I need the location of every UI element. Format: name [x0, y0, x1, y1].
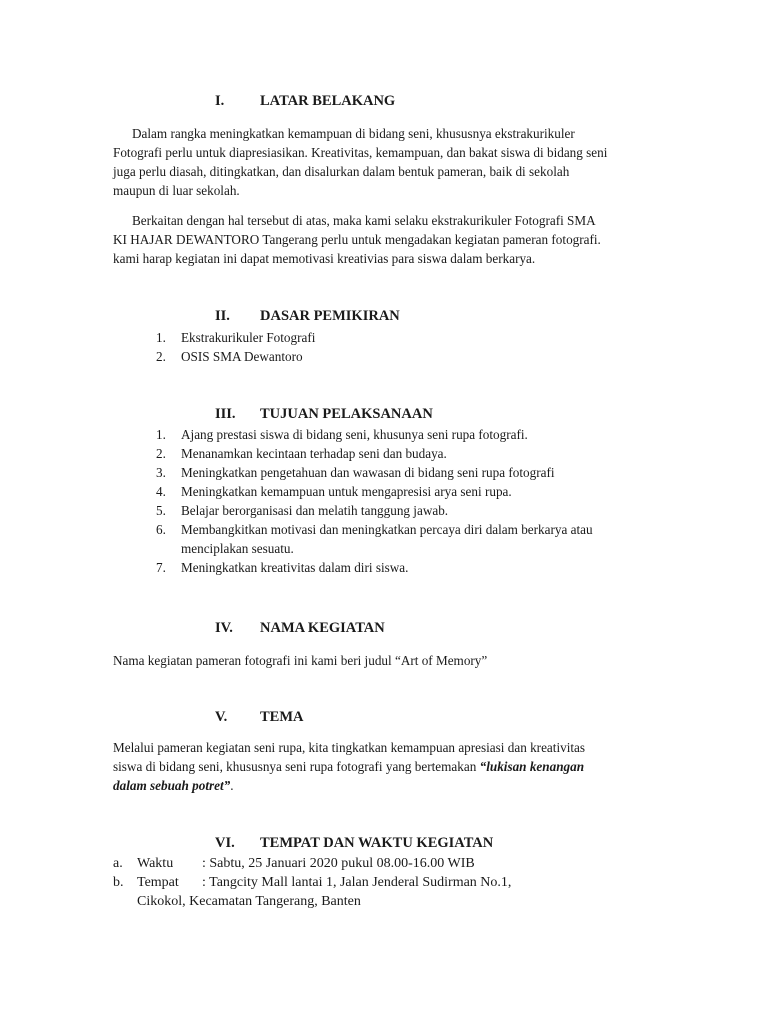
section-number: II.	[215, 308, 230, 324]
schedule-value: : Sabtu, 25 Januari 2020 pukul 08.00-16.00 WIB	[202, 856, 475, 871]
list-text: Membangkitkan motivasi dan meningkatkan percaya diri dalam berkarya atau	[181, 522, 593, 537]
list-text: Meningkatkan pengetahuan dan wawasan di bidang seni rupa fotografi	[181, 465, 555, 480]
paragraph-line: Melalui pameran kegiatan seni rupa, kita tingkatkan kemampuan apresiasi dan kreativitas	[113, 740, 586, 755]
paragraph-line: maupun di luar sekolah.	[113, 183, 240, 198]
list-marker: 1.	[156, 427, 166, 442]
list-text: Belajar berorganisasi dan melatih tanggung jawab.	[181, 503, 449, 518]
paragraph-line: juga perlu diasah, ditingkatkan, dan disalurkan dalam bentuk pameran, baik di sekolah	[113, 164, 570, 179]
paragraph-tema	[113, 738, 661, 795]
schedule-label: Waktu	[137, 856, 174, 871]
tema-title-emphasis: dalam sebuah potret”	[113, 778, 231, 793]
list-text: menciplakan sesuatu.	[181, 541, 294, 556]
section-number: VI.	[215, 835, 235, 851]
list-text: Meningkatkan kemampuan untuk mengapresisi arya seni rupa.	[181, 484, 512, 499]
section-title: TEMPAT DAN WAKTU KEGIATAN	[260, 835, 494, 851]
schedule-value-continuation: Cikokol, Kecamatan Tangerang, Banten	[137, 894, 361, 909]
section-number: III.	[215, 406, 236, 422]
schedule-label: Tempat	[137, 875, 179, 890]
paragraph-line: Dalam rangka meningkatkan kemampuan di bidang seni, khususnya ekstrakurikuler	[132, 126, 575, 141]
list-text: Ajang prestasi siswa di bidang seni, khusunya seni rupa fotografi.	[181, 427, 528, 442]
section-title: TEMA	[260, 709, 304, 725]
paragraph-line: kami harap kegiatan ini dapat memotivasi kreativias para siswa dalam berkarya.	[113, 251, 536, 266]
list-text: Menanamkan kecintaan terhadap seni dan budaya.	[181, 446, 447, 461]
list-marker: b.	[113, 875, 124, 890]
section-title: NAMA KEGIATAN	[260, 620, 385, 636]
list-marker: 1.	[156, 330, 166, 345]
tema-period: .	[230, 778, 234, 793]
list-text: Meningkatkan kreativitas dalam diri siswa.	[181, 560, 409, 575]
paragraph-line: KI HAJAR DEWANTORO Tangerang perlu untuk mengadakan kegiatan pameran fotografi.	[113, 232, 601, 247]
paragraph-latar-belakang-2	[113, 211, 661, 268]
paragraph-line	[113, 757, 661, 776]
list-marker: 5.	[156, 503, 166, 518]
list-marker: a.	[113, 856, 123, 871]
paragraph-nama-kegiatan	[113, 651, 661, 670]
section-title: LATAR BELAKANG	[260, 93, 396, 109]
paragraph-line: Fotografi perlu untuk diapresiasikan. Kreativitas, kemampuan, dan bakat siswa di bidang seni	[113, 145, 608, 160]
list-marker: 7.	[156, 560, 166, 575]
tema-title-emphasis: “lukisan kenangan	[479, 759, 585, 774]
schedule-value: : Tangcity Mall lantai 1, Jalan Jenderal Sudirman No.1,	[202, 875, 512, 890]
list-marker: 3.	[156, 465, 166, 480]
section-number: V.	[215, 709, 228, 725]
section-title: TUJUAN PELAKSANAAN	[260, 406, 433, 422]
list-marker: 2.	[156, 446, 166, 461]
section-number: I.	[215, 93, 225, 109]
section-title: DASAR PEMIKIRAN	[260, 308, 400, 324]
tema-text: siswa di bidang seni, khususnya seni rupa fotografi yang bertemakan	[113, 759, 480, 774]
paragraph-line: Berkaitan dengan hal tersebut di atas, maka kami selaku ekstrakurikuler Fotografi SMA	[132, 213, 596, 228]
list-marker: 4.	[156, 484, 166, 499]
section-number: IV.	[215, 620, 233, 636]
paragraph-line: Nama kegiatan pameran fotografi ini kami beri judul “Art of Memory”	[113, 653, 488, 668]
paragraph-latar-belakang-1	[113, 124, 661, 200]
list-marker: 2.	[156, 349, 166, 364]
paragraph-line	[113, 776, 661, 795]
list-text: OSIS SMA Dewantoro	[181, 349, 303, 364]
list-text: Ekstrakurikuler Fotografi	[181, 330, 316, 345]
list-marker: 6.	[156, 522, 166, 537]
